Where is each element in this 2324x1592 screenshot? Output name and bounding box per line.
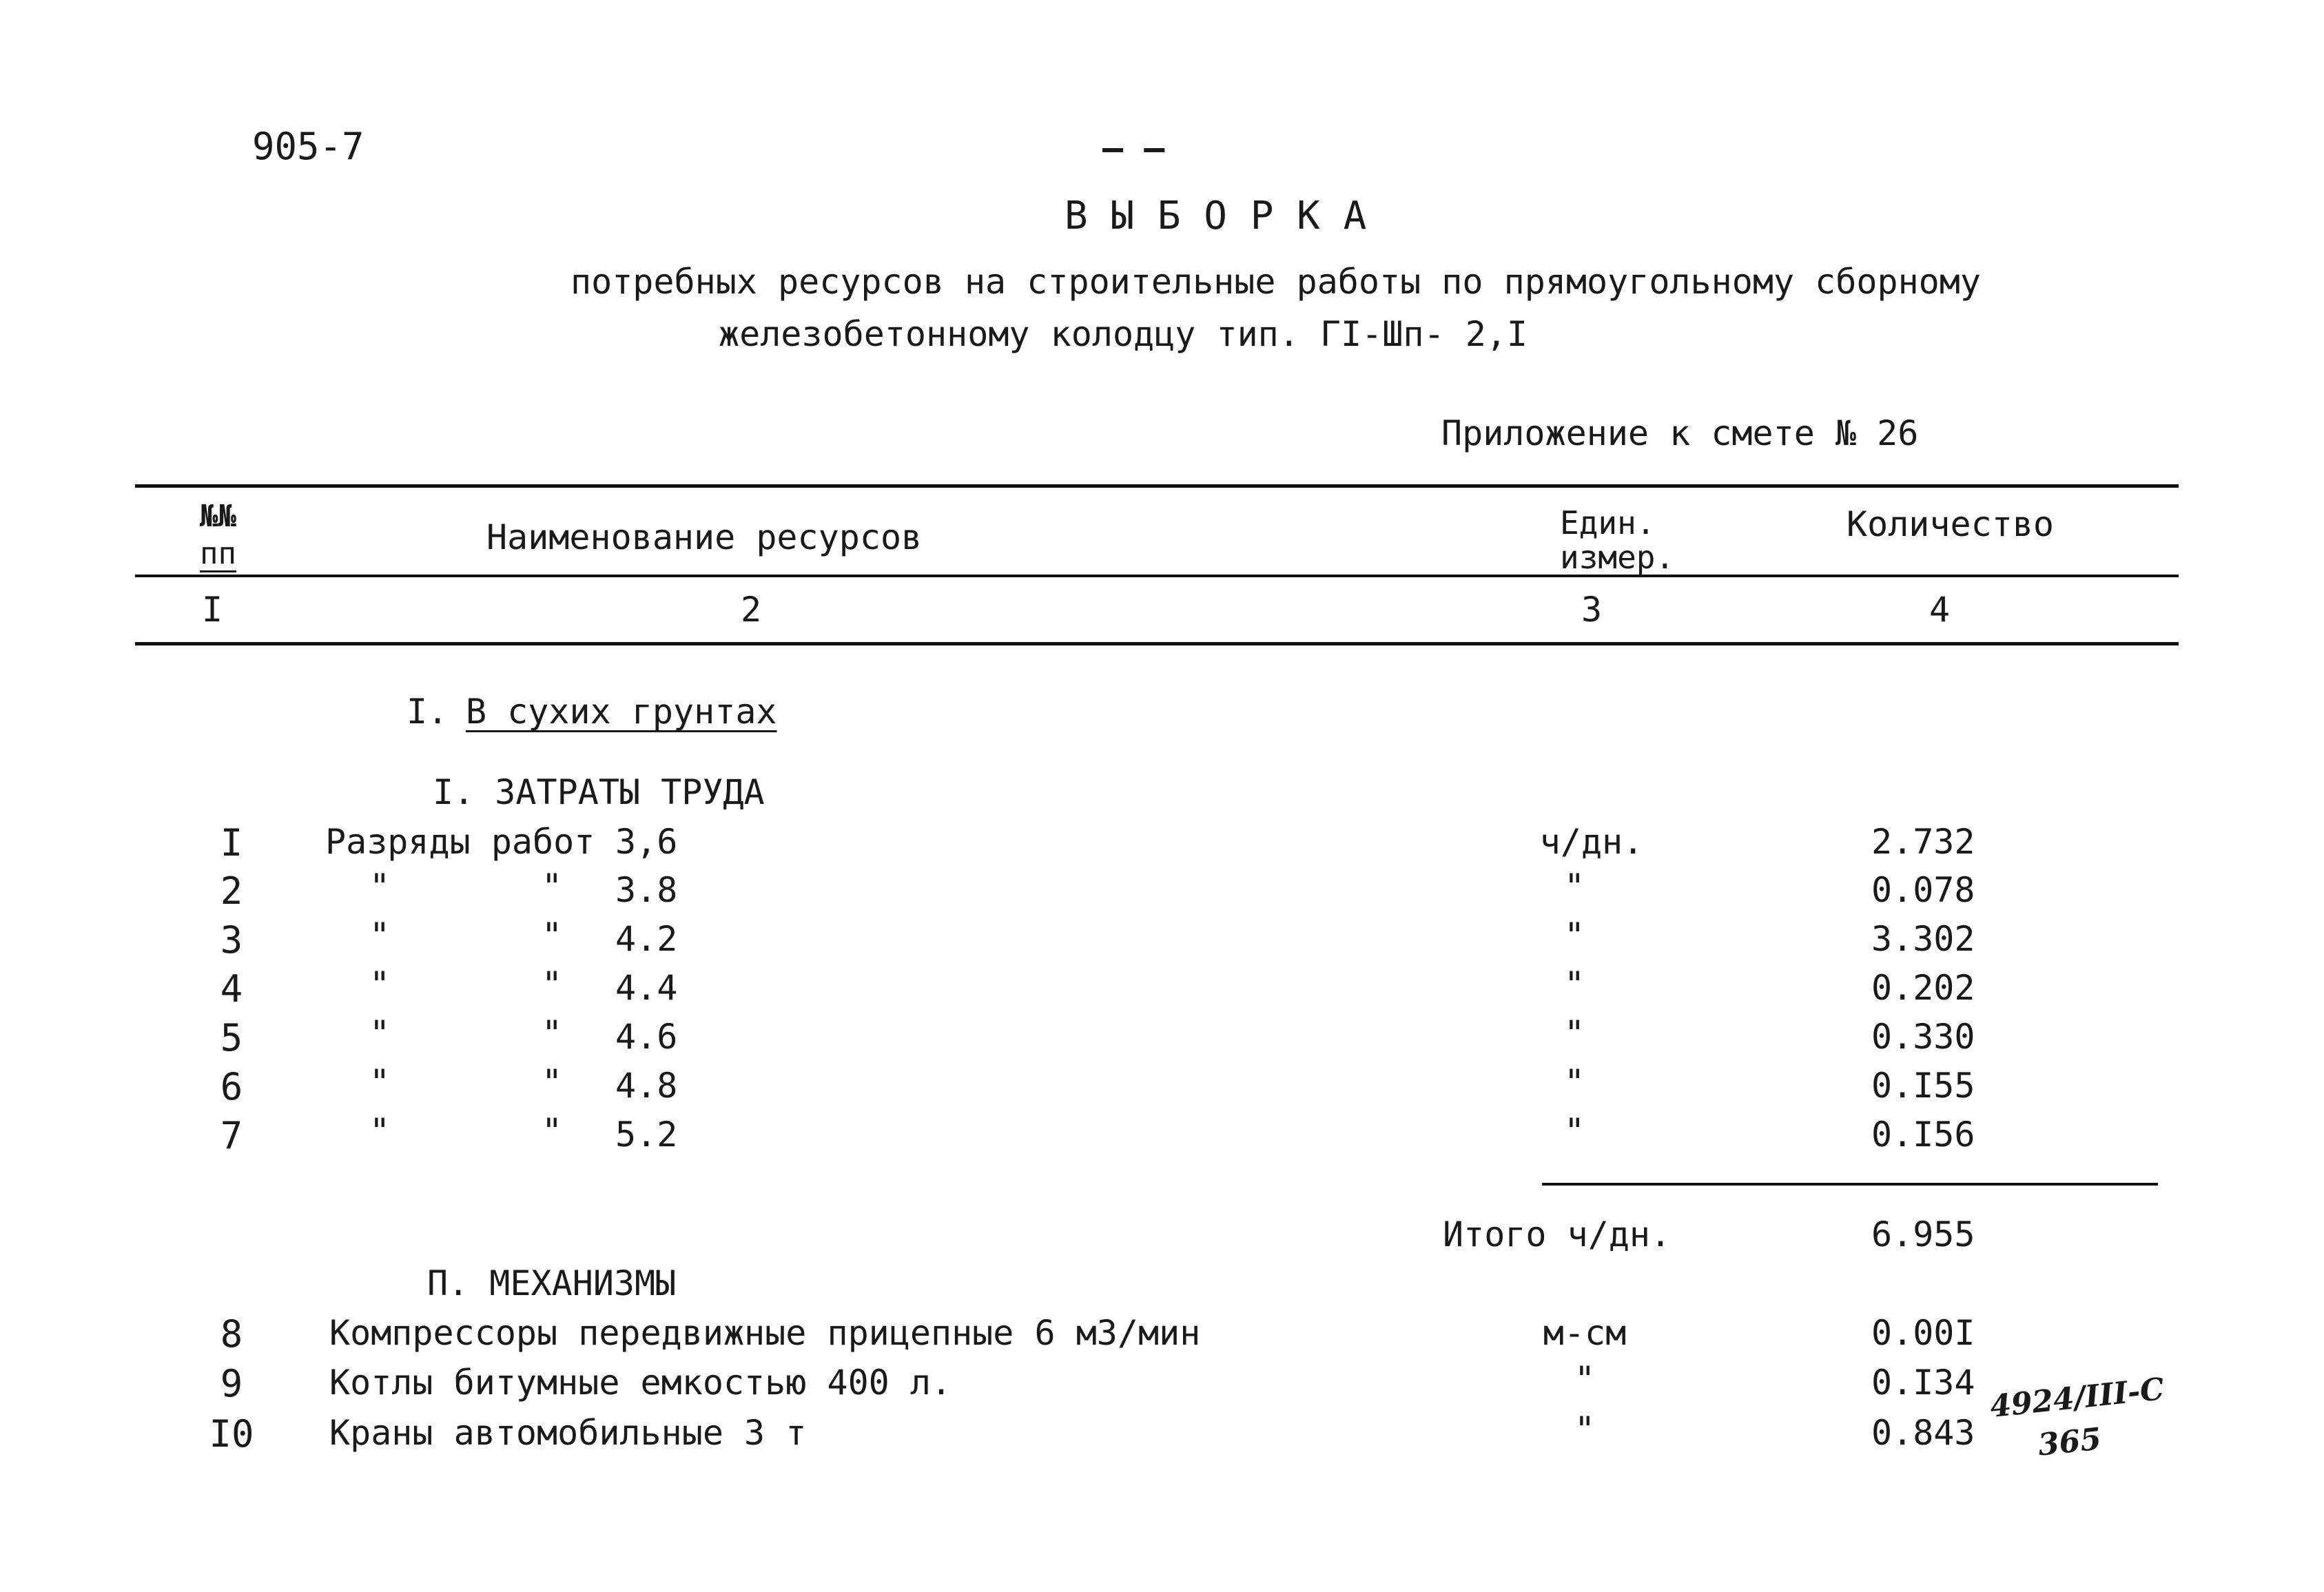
row-number: I (220, 821, 243, 865)
row-qty: 0.202 (1871, 968, 1975, 1008)
row-name: Котлы битумные емкостью 400 л. (329, 1363, 952, 1403)
ditto-mark: " (369, 1062, 391, 1102)
row-unit: " (1563, 1111, 1585, 1151)
header-bottom-rule (135, 642, 2179, 645)
appendix-note: Приложение к смете № 26 (1441, 413, 1919, 453)
header-qty: Количество (1847, 504, 2055, 544)
document-code: 905-7 (252, 125, 364, 168)
document-title: В Ы Б О Р К А (1065, 194, 1367, 238)
row-grade: 3.8 (615, 870, 678, 910)
handwritten-note-line2: 365 (2036, 1421, 2104, 1463)
row-grade: 5.2 (615, 1115, 678, 1155)
top-marks: – – (1102, 128, 1165, 168)
subtitle-line-2: железобетонному колодцу тип. ГI-Шп- 2,I (719, 314, 1528, 354)
ditto-mark: " (542, 1111, 563, 1151)
ditto-mark: " (369, 867, 391, 907)
total-qty: 6.955 (1871, 1214, 1975, 1254)
row-qty: 0.I55 (1871, 1066, 1975, 1106)
section-title: В сухих грунтах (466, 692, 777, 732)
row-qty: 0.I56 (1871, 1115, 1975, 1155)
row-number: 3 (220, 918, 243, 962)
section-prefix: I. (407, 692, 449, 732)
row-unit: " (1574, 1359, 1596, 1399)
header-num-line1: №№ (200, 499, 236, 534)
col-number-4: 4 (1929, 590, 1951, 630)
handwritten-note-line1: 4924/III-С (1988, 1371, 2166, 1425)
header-name: Наименование ресурсов (486, 517, 923, 557)
ditto-mark: " (542, 964, 563, 1004)
table-top-rule (135, 484, 2179, 488)
row-label: Разряды работ (325, 822, 595, 862)
total-label: Итого ч/дн. (1443, 1214, 1672, 1254)
col-number-3: 3 (1581, 590, 1603, 630)
row-qty: 0.843 (1871, 1413, 1975, 1453)
row-number: 2 (220, 869, 243, 913)
row-qty: 0.00I (1871, 1313, 1975, 1353)
ditto-mark: " (542, 1062, 563, 1102)
row-qty: 2.732 (1871, 822, 1975, 862)
row-number: 8 (220, 1312, 243, 1356)
ditto-mark: " (369, 964, 391, 1004)
row-number: 4 (220, 967, 243, 1011)
row-unit: " (1563, 867, 1585, 907)
row-qty: 0.I34 (1871, 1363, 1975, 1403)
row-unit: " (1563, 964, 1585, 1004)
row-unit: " (1574, 1409, 1596, 1449)
header-unit-line2: измер. (1560, 539, 1675, 576)
row-number: 9 (220, 1362, 243, 1405)
row-grade: 4.8 (615, 1066, 678, 1106)
row-grade: 4.6 (615, 1017, 678, 1057)
ditto-mark: " (369, 1111, 391, 1151)
row-unit: " (1563, 916, 1585, 955)
ditto-mark: " (542, 867, 563, 907)
group-machines-title: П. МЕХАНИЗМЫ (427, 1263, 677, 1303)
row-number: I0 (209, 1412, 254, 1456)
row-grade: 4.2 (615, 919, 678, 959)
row-unit: ч/дн. (1539, 822, 1644, 862)
row-qty: 0.078 (1871, 870, 1975, 910)
header-num-line2: пп (200, 536, 236, 571)
row-name: Компрессоры передвижные прицепные 6 м3/мин (329, 1313, 1201, 1353)
ditto-mark: " (542, 1013, 563, 1053)
subtitle-line-1: потребных ресурсов на строительные работы по прямоугольному сборному (570, 262, 1981, 302)
ditto-mark: " (369, 916, 391, 955)
row-grade: 4.4 (615, 968, 678, 1008)
subtotal-rule (1542, 1183, 2158, 1186)
row-name: Краны автомобильные 3 т (329, 1413, 807, 1453)
col-number-1: I (201, 590, 223, 630)
row-unit: " (1563, 1062, 1585, 1102)
row-number: 7 (220, 1114, 243, 1157)
row-unit: м-см (1543, 1313, 1627, 1353)
row-number: 6 (220, 1065, 243, 1108)
header-unit-line1: Един. (1560, 504, 1656, 541)
group-labor-title: I. ЗАТРАТЫ ТРУДА (433, 772, 765, 812)
ditto-mark: " (542, 916, 563, 955)
row-qty: 3.302 (1871, 919, 1975, 959)
col-number-2: 2 (740, 590, 762, 630)
row-number: 5 (220, 1016, 243, 1059)
ditto-mark: " (369, 1013, 391, 1053)
row-qty: 0.330 (1871, 1017, 1975, 1057)
header-mid-rule (135, 575, 2179, 577)
row-unit: " (1563, 1013, 1585, 1053)
row-grade: 3,6 (615, 822, 678, 862)
